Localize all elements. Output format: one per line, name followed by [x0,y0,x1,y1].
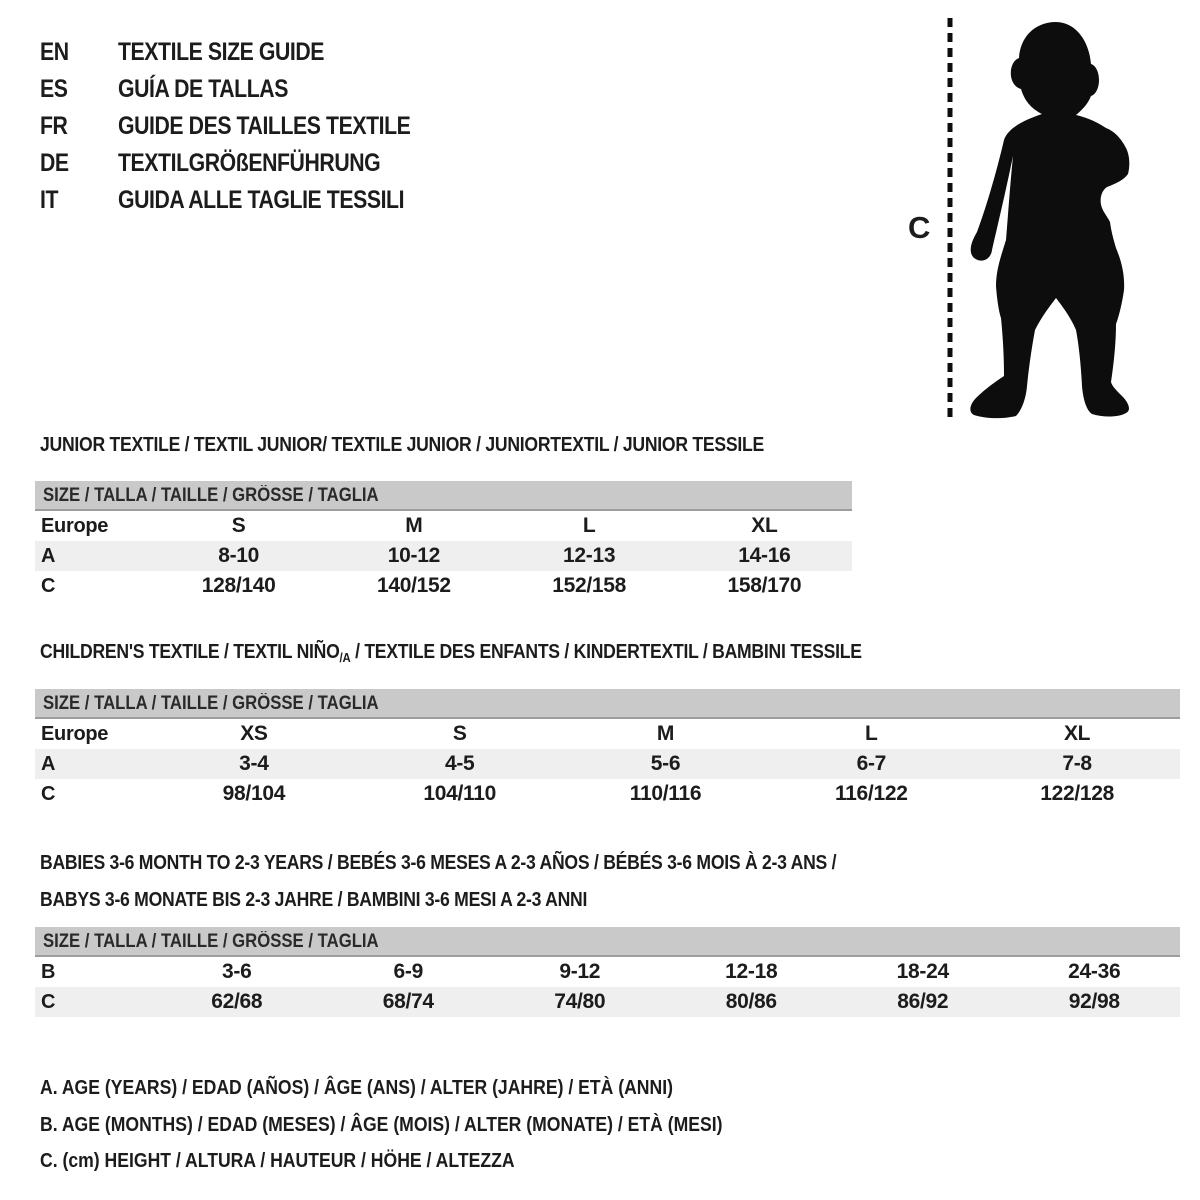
size-cell: 10-12 [387,544,440,567]
size-cell: 18-24 [896,960,949,983]
table-row [35,749,1180,779]
table-row [35,571,852,601]
row-label: Europe [41,722,109,745]
row-label: Europe [41,514,109,537]
size-cell: S [231,514,246,537]
size-cell: XS [240,722,268,745]
row-label: C [41,574,56,597]
size-cell: 110/116 [629,782,702,805]
table-row [35,541,852,571]
size-cell: 12-18 [725,960,778,983]
row-label: C [41,990,56,1013]
size-cell: 80/86 [725,990,777,1013]
size-cell: XL [751,514,778,537]
size-cell: 14-16 [738,544,791,567]
junior-size-table [35,481,852,601]
size-cell: 122/128 [1040,782,1114,805]
height-measure-dashed-line [945,16,955,420]
size-cell: S [452,722,467,745]
note-height-cm: C. (cm) HEIGHT / ALTURA / HAUTEUR / HÖHE / ALTEZZA [40,1150,515,1172]
babies-size-table [35,927,1180,1017]
lang-row-es [40,71,462,108]
note-age-years: A. AGE (YEARS) / EDAD (AÑOS) / ÂGE (ANS) / ALTER (JAHRE) / ETÀ (ANNI) [40,1077,673,1099]
lang-code: EN [40,38,69,66]
size-cell: 74/80 [554,990,606,1013]
lang-row-it [40,182,462,219]
section-title-children: CHILDREN'S TEXTILE / TEXTIL $NIÑO_{/A}$ / TEXTILE DES ENFANTS / KINDERTEXTIL / BAMBINI TESSILE [40,641,862,665]
children-size-table [35,689,1180,809]
size-cell: 152/158 [552,574,627,597]
guide-title-es: GUÍA DE TALLAS [118,75,288,103]
size-cell: 62/68 [211,990,263,1013]
height-measure-label: C [908,210,931,245]
table-header-bar: SIZE / TALLA / TAILLE / GRÖSSE / TAGLIA [35,927,1180,957]
size-cell: 116/122 [834,782,908,805]
guide-title-fr: GUIDE DES TAILLES TEXTILE [118,112,411,140]
size-cell: 3-6 [222,960,252,983]
nino-a-subscript: /A [339,650,351,665]
size-cell: 86/92 [897,990,949,1013]
lang-row-de [40,145,462,182]
note-age-months: B. AGE (MONTHS) / EDAD (MESES) / ÂGE (MOIS) / ALTER (MONATE) / ETÀ (MESI) [40,1113,723,1136]
language-title-list [40,34,462,219]
baby-silhouette [964,18,1136,420]
row-label: A [41,544,56,567]
size-cell: 158/170 [727,574,802,597]
row-label: B [41,960,56,983]
size-cell: 6-7 [856,752,887,775]
size-cell: XL [1063,722,1091,745]
size-cell: L [582,514,596,537]
size-cell: 12-13 [563,544,616,567]
table-header-bar: SIZE / TALLA / TAILLE / GRÖSSE / TAGLIA [35,689,1180,719]
lang-row-en [40,34,462,71]
size-cell: 140/152 [376,574,451,597]
size-cell: L [865,722,878,745]
size-cell: 9-12 [559,960,601,983]
size-cell: 92/98 [1068,990,1120,1013]
row-label: C [41,782,56,805]
table-row [35,719,1180,749]
table-header-bar: SIZE / TALLA / TAILLE / GRÖSSE / TAGLIA [35,481,852,511]
size-cell: 128/140 [201,574,276,597]
guide-title-it: GUIDA ALLE TAGLIE TESSILI [118,186,405,214]
size-cell: 24-36 [1068,960,1121,983]
lang-code: IT [40,186,59,214]
lang-code: DE [40,149,69,177]
size-cell: 5-6 [650,752,681,775]
size-cell: 3-4 [239,752,269,775]
table-row [35,511,852,541]
size-cell: M [405,514,423,537]
lang-row-fr [40,108,462,145]
guide-title-en: TEXTILE SIZE GUIDE [118,38,325,66]
size-cell: 4-5 [444,752,475,775]
section-title-babies: BABIES 3-6 MONTH TO 2-3 YEARS / BEBÉS 3-6 MESES A 2-3 AÑOS / BÉBÉS 3-6 MOIS À 2-3 ANS / BABYS 3-6 MONATE BIS 2-3 JAHRE / BAMBINI 3-6 MESI A 2-3 ANNI [40,852,837,911]
guide-title-de: TEXTILGRÖßENFÜHRUNG [118,149,381,177]
section-title-junior: JUNIOR TEXTILE / TEXTIL JUNIOR/ TEXTILE JUNIOR / JUNIORTEXTIL / JUNIOR TESSILE [40,434,764,456]
size-cell: M [656,722,675,745]
lang-code: ES [40,75,68,103]
row-label: A [41,752,56,775]
table-row [35,987,1180,1017]
legend-notes [40,1070,816,1180]
size-cell: 6-9 [393,960,423,983]
lang-code: FR [40,112,68,140]
size-cell: 8-10 [218,544,260,567]
size-cell: 7-8 [1062,752,1092,775]
size-cell: 68/74 [382,990,434,1013]
size-cell: 98/104 [222,782,286,805]
table-row [35,957,1180,987]
size-cell: 104/110 [423,782,497,805]
table-row [35,779,1180,809]
